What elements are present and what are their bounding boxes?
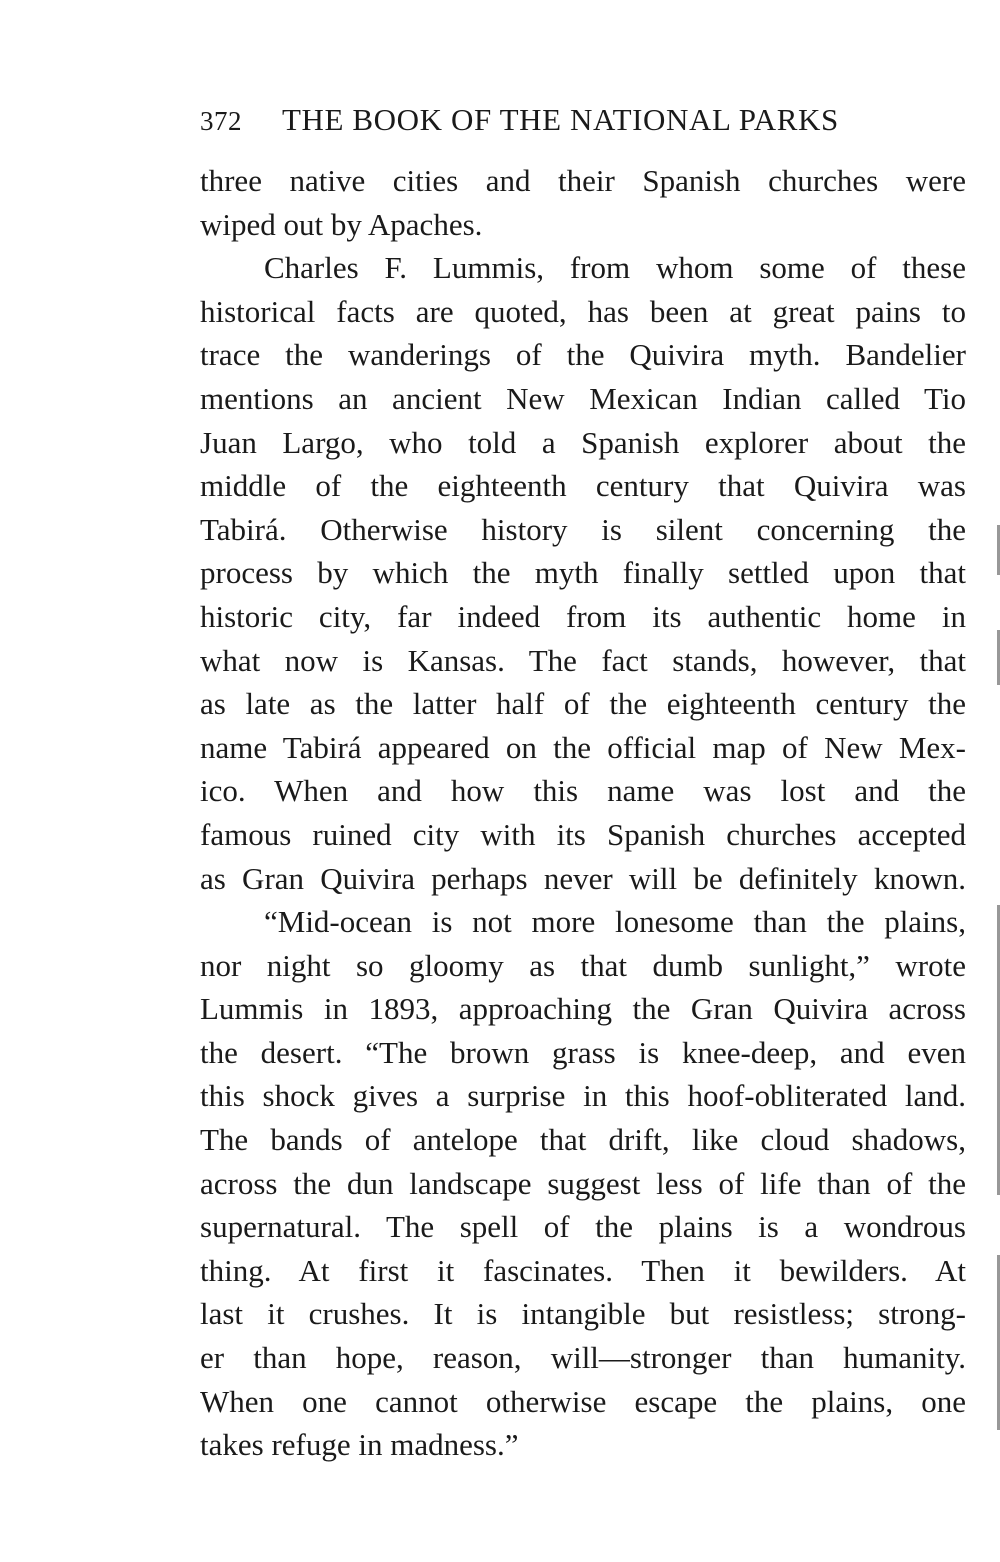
text-line: this shock gives a surprise in this hoof-obliterated land. bbox=[200, 1078, 966, 1114]
text-line: Lummis in 1893, approaching the Gran Quivira across bbox=[200, 991, 966, 1027]
text-line: “Mid-ocean is not more lonesome than the plains, bbox=[264, 904, 966, 940]
text-line: trace the wanderings of the Quivira myth. Bandelier bbox=[200, 337, 966, 373]
body-text bbox=[200, 159, 966, 1467]
text-line: the desert. “The brown grass is knee-deep, and even bbox=[200, 1034, 966, 1070]
text-line: wiped out by Apaches. bbox=[200, 206, 483, 242]
text-line: Tabirá. Otherwise history is silent concerning the bbox=[200, 511, 966, 547]
running-head bbox=[200, 100, 966, 140]
text-line: mentions an ancient New Mexican Indian called Tio bbox=[200, 380, 966, 416]
text-line: historic city, far indeed from its authentic home in bbox=[200, 598, 966, 634]
text-line: supernatural. The spell of the plains is a wondrous bbox=[200, 1209, 966, 1245]
text-line: Charles F. Lummis, from whom some of these bbox=[264, 250, 966, 286]
book-title: THE BOOK OF THE NATIONAL PARKS bbox=[282, 102, 839, 137]
text-line: three native cities and their Spanish churches were bbox=[200, 163, 966, 198]
text-line: When one cannot otherwise escape the plains, one bbox=[200, 1383, 966, 1419]
book-page bbox=[200, 100, 966, 1467]
text-line: last it crushes. It is intangible but resistless; strong- bbox=[200, 1296, 966, 1332]
text-line: process by which the myth finally settled upon that bbox=[200, 555, 966, 591]
paragraph-1 bbox=[200, 159, 966, 246]
text-line: middle of the eighteenth century that Quivira was bbox=[200, 468, 966, 504]
text-line: as Gran Quivira perhaps never will be definitely known. bbox=[200, 860, 966, 896]
text-line: famous ruined city with its Spanish churches accepted bbox=[200, 816, 966, 852]
text-line: takes refuge in madness.” bbox=[200, 1427, 519, 1463]
text-line: what now is Kansas. The fact stands, however, that bbox=[200, 642, 966, 678]
text-line: thing. At first it fascinates. Then it bewilders. At bbox=[200, 1252, 966, 1288]
text-line: er than hope, reason, will—stronger than humanity. bbox=[200, 1340, 966, 1376]
text-line: The bands of antelope that drift, like cloud shadows, bbox=[200, 1122, 966, 1158]
paragraph-2 bbox=[200, 246, 966, 900]
text-line: Juan Largo, who told a Spanish explorer about the bbox=[200, 424, 966, 460]
text-line: historical facts are quoted, has been at great pains to bbox=[200, 293, 966, 329]
text-line: name Tabirá appeared on the official map of New Mex- bbox=[200, 729, 966, 765]
text-line: across the dun landscape suggest less of life than of the bbox=[200, 1165, 966, 1201]
text-line: as late as the latter half of the eighteenth century the bbox=[200, 686, 966, 722]
text-line: ico. When and how this name was lost and the bbox=[200, 773, 966, 809]
paragraph-3 bbox=[200, 900, 966, 1467]
page-number: 372 bbox=[200, 106, 242, 136]
text-line: nor night so gloomy as that dumb sunlight,” wrote bbox=[200, 947, 966, 983]
